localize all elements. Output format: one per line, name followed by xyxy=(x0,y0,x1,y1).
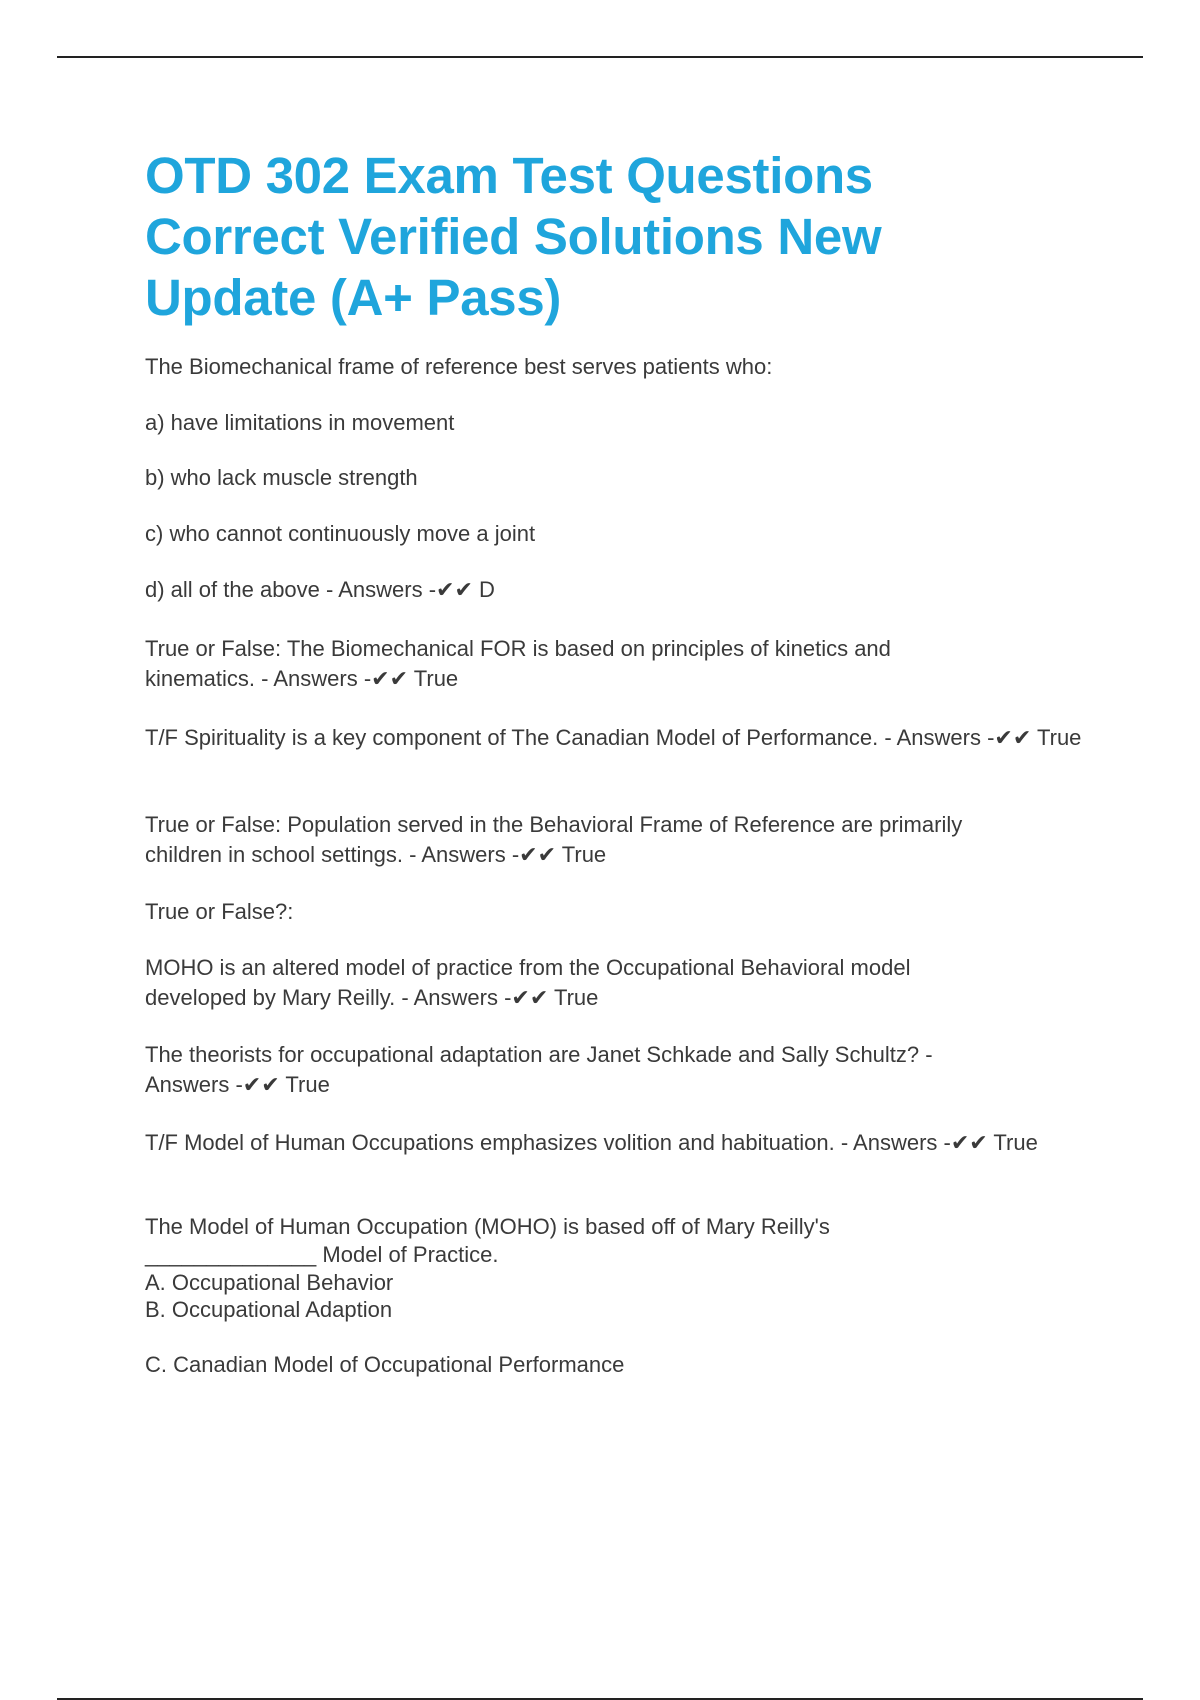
question-with-option-a: The Model of Human Occupation (MOHO) is based off of Mary Reilly's ______________ Model of Practice. A. Occupational Behavior xyxy=(145,1214,830,1295)
question-text: True or False?: xyxy=(145,899,294,924)
option-c: C. Canadian Model of Occupational Performance xyxy=(145,1352,625,1377)
question-answer: T/F Spirituality is a key component of The Canadian Model of Performance. - Answers -✔✔ True xyxy=(145,725,1082,750)
document-title: OTD 302 Exam Test Questions Correct Verified Solutions New Update (A+ Pass) xyxy=(145,147,882,326)
document-body xyxy=(145,145,1085,1377)
option-c: c) who cannot continuously move a joint xyxy=(145,521,536,546)
option-d-answer: d) all of the above - Answers -✔✔ D xyxy=(145,577,495,602)
question-answer: True or False: Population served in the Behavioral Frame of Reference are primarily children in school settings. - Answers -✔✔ True xyxy=(145,812,969,867)
option-a: a) have limitations in movement xyxy=(145,410,455,435)
question-answer: MOHO is an altered model of practice from the Occupational Behavioral model developed by Mary Reilly. - Answers -✔✔ True xyxy=(145,955,917,1010)
option-b: B. Occupational Adaption xyxy=(145,1297,393,1322)
question-answer: T/F Model of Human Occupations emphasizes volition and habituation. - Answers -✔✔ True xyxy=(145,1130,1038,1155)
question-answer: True or False: The Biomechanical FOR is based on principles of kinetics and kinematics. - Answers -✔✔ True xyxy=(145,636,898,691)
header-rule xyxy=(57,56,1143,58)
question-answer: The theorists for occupational adaptation are Janet Schkade and Sally Schultz? - Answers -✔✔ True xyxy=(145,1042,938,1097)
question-text: The Biomechanical frame of reference best serves patients who: xyxy=(145,354,773,379)
option-b: b) who lack muscle strength xyxy=(145,465,418,490)
